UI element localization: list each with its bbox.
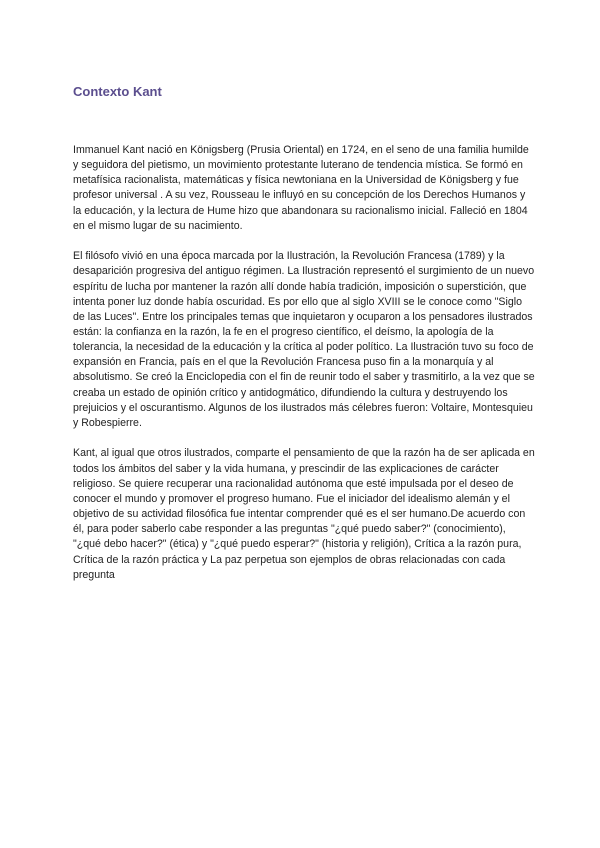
document-body — [73, 143, 535, 598]
paragraph-biography: Immanuel Kant nació en Königsberg (Prusia Oriental) en 1724, en el seno de una familia humilde y seguidora del pietismo, un movimiento protestante luterano de tendencia mística. Se formó en metafísica racionalista, matemáticas y física newtoniana en la Universidad de Königsberg y fue profesor universal . A su vez, Rousseau le influyó en su concepción de los Derechos Humanos y la educación, y la lectura de Hume hizo que abandonara su racionalismo inicial. Falleció en 1804 en el mismo lugar de su nacimiento. — [73, 144, 529, 232]
document-title: Contexto Kant — [73, 84, 162, 99]
paragraph-enlightenment: El filósofo vivió en una época marcada por la Ilustración, la Revolución Francesa (1789) y la desaparición progresiva del antiguo régimen. La Ilustración representó el surgimiento de un nuevo espíritu de lucha por mantener la razón allí donde había tradición, imposición o superstición, que intenta poner luz donde había oscuridad. Es por ello que al siglo XVIII se le conoce como "Siglo de las Luces". Entre los principales temas que inquietaron y ocuparon a los pensadores ilustrados están: la confianza en la razón, la fe en el progreso científico, el deísmo, la apología de la tolerancia, la necesidad de la educación y la crítica al poder político. La Ilustración tuvo su foco de expansión en Francia, país en el que la Revolución Francesa puso fin a la monarquía y al absolutismo. Se creó la Enciclopedia con el fin de reunir todo el saber y trasmitirlo, a la vez que se creaba un estado de opinión crítico y antidogmático, difundiendo la cultura y destruyendo los prejuicios y el oscurantismo. Algunos de los ilustrados más célebres fueron: Voltaire, Montesquieu y Robespierre. — [73, 250, 535, 429]
paragraph-kant-reason: Kant, al igual que otros ilustrados, comparte el pensamiento de que la razón ha de ser aplicada en todos los ámbitos del saber y la vida humana, y prescindir de las explicaciones de carácter religioso. Se quiere recuperar una racionalidad autónoma que esté impulsada por el deseo de conocer el mundo y promover el progreso humano. Fue el iniciador del idealismo alemán y el objetivo de su actividad filosófica fue intentar comprender qué es el ser humano.De acuerdo con él, para poder saberlo cabe responder a las preguntas "¿qué puedo saber?" (conocimiento), "¿qué debo hacer?" (ética) y "¿qué puedo esperar?" (historia y religión), Crítica a la razón pura, Crítica de la razón práctica y La paz perpetua son ejemplos de obras relacionadas con cada pregunta — [73, 447, 535, 581]
